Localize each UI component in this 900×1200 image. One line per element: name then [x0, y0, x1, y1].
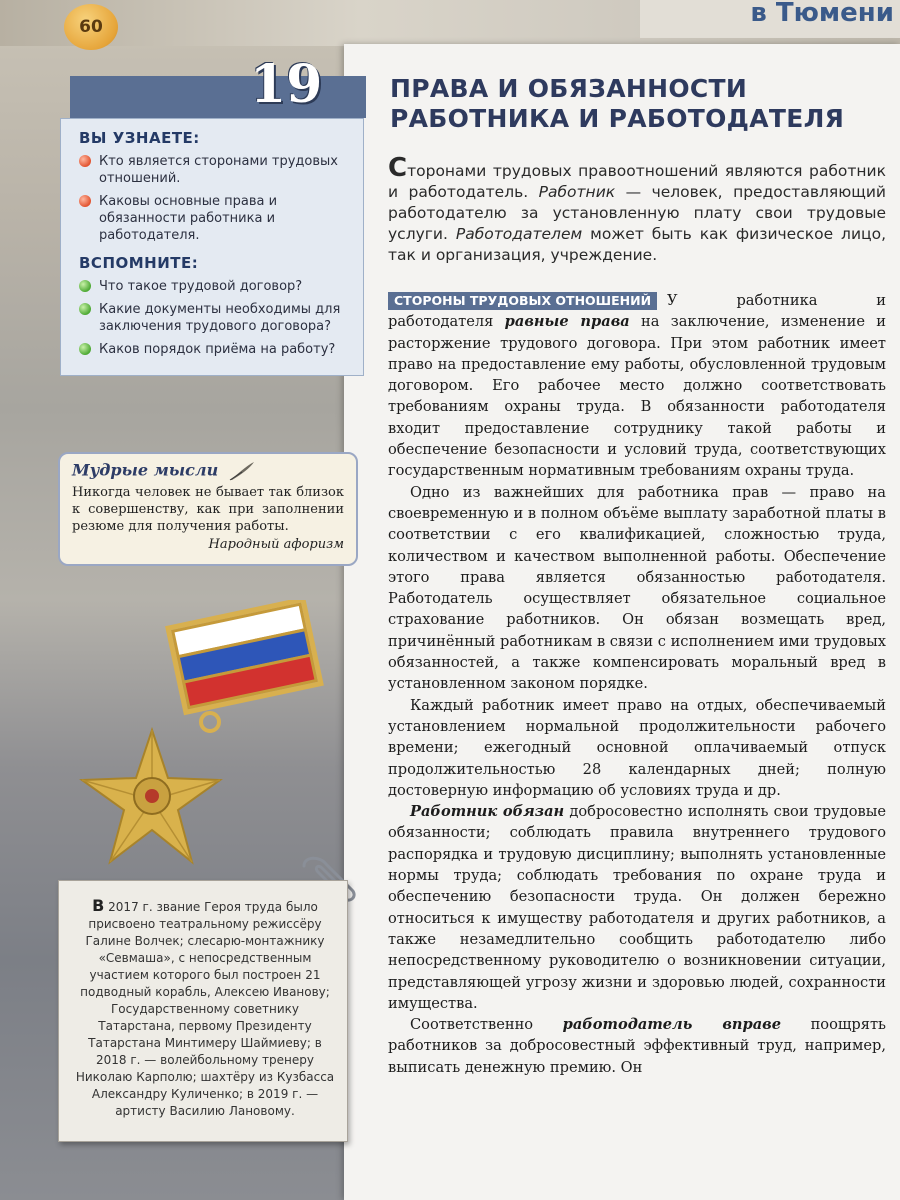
- key-term: равные права: [504, 313, 630, 331]
- paragraph: Каждый работник имеет право на отдых, обеспечиваемый установлением нормальной продолжительности рабочего времени; ежегодный основной оплачиваемый отпуск продолжительностью 28 календарных дней; полную достоверную информацию об условиях труда и др.: [388, 696, 886, 799]
- quill-icon: [228, 460, 256, 482]
- green-bullet-icon: [79, 343, 91, 355]
- note-text: [73, 897, 337, 1120]
- paragraph-text: Соответственно: [410, 1016, 563, 1034]
- learn-item: [73, 193, 351, 244]
- drop-cap: С: [388, 153, 408, 183]
- recall-heading: ВСПОМНИТЕ:: [79, 254, 199, 272]
- chapter-number: 19: [250, 54, 323, 115]
- lead-text-3: может быть как физическое лицо, так и организация, учреждение.: [388, 225, 886, 264]
- paragraph: [388, 1014, 886, 1078]
- wise-thoughts-title-text: Мудрые мысли: [72, 460, 219, 480]
- lead-term-2: Работодателем: [455, 225, 583, 243]
- lead-term-1: Работник: [538, 183, 616, 201]
- lead-text-2: — человек, предоставляющий работодателю за установленную плату свои трудовые услуги.: [388, 183, 886, 243]
- recall-item: [73, 301, 351, 335]
- learn-item-text: Каковы основные права и обязанности работника и работодателя.: [99, 194, 278, 243]
- section-label: СТОРОНЫ ТРУДОВЫХ ОТНОШЕНИЙ: [388, 292, 657, 310]
- newspaper-headline: в Тюмени: [750, 0, 894, 28]
- recall-item-text: Какие документы необходимы для заключения трудового договора?: [99, 302, 341, 334]
- hero-of-labour-note: [58, 880, 348, 1142]
- paragraph: [388, 801, 886, 1014]
- paragraph: [388, 290, 886, 482]
- wise-thoughts-source: Народный афоризм: [208, 537, 344, 552]
- learn-heading: ВЫ УЗНАЕТЕ:: [79, 129, 200, 147]
- red-bullet-icon: [79, 195, 91, 207]
- green-bullet-icon: [79, 280, 91, 292]
- recall-item: [73, 341, 351, 358]
- main-text: [388, 290, 886, 1078]
- key-term: Работник обязан: [410, 803, 565, 821]
- note-initial: В: [92, 896, 105, 915]
- paragraph-text: на заключение, изменение и расторжение трудового договора. При этом работник имеет право на предоставление ему работы, обусловленной трудовым договором. Его рабочее место должно соответствовать требованиям охраны труда. В обязанности работодателя входит предоставление сотруднику такой работы и обеспечение безопасности и условий труда, соответствующих государственным нормативным требованиям охраны труда.: [388, 313, 886, 480]
- info-box: [60, 118, 364, 376]
- recall-item-text: Каков порядок приёма на работу?: [99, 342, 336, 357]
- lead-text-1: торонами трудовых правоотношений являются работник и работодатель.: [388, 162, 886, 201]
- paragraph-text: добросовестно исполнять свои трудовые обязанности; соблюдать правила внутреннего трудового распорядка и трудовую дисциплину; выполнять установленные нормы труда; соблюдать требования по охране труда и обеспечению безопасности труда. Он должен бережно относиться к имуществу работодателя и других работников, а также незамедлительно сообщить работодателю либо непосредственному руководителю о возникновении ситуации, представляющей угрозу жизни и здоровью людей, сохранности имущества.: [388, 803, 886, 1012]
- hero-of-labour-medal-icon: [70, 600, 330, 880]
- recall-item-text: Что такое трудовой договор?: [99, 279, 303, 294]
- wise-thoughts-box: [58, 452, 358, 566]
- paragraph: Одно из важнейших для работника прав — право на своевременную и в полном объёме выплату заработной платы в соответствии с его квалификацией, сложностью труда, количеством и качеством выполненной работы. Обеспечение этого права является обязанностью работодателя. Работодатель осуществляет обязательное социальное страхование работников. Он обязан возмещать вред, причинённый работникам в связи с исполнением ими трудовых обязанностей, а также компенсировать моральный вред в установленном законом порядке.: [388, 483, 886, 693]
- chapter-title: ПРАВА И ОБЯЗАННОСТИ РАБОТНИКА И РАБОТОДАТЕЛЯ: [390, 74, 845, 133]
- lead-paragraph: [388, 153, 886, 266]
- paragraph-text: У работника и работодателя: [388, 292, 886, 331]
- wise-thoughts-text: Никогда человек не бывает так близок к совершенству, как при заполнении резюме для получения работы.: [72, 485, 344, 534]
- page-number: 60: [64, 4, 118, 50]
- key-term: работодатель вправе: [562, 1016, 782, 1034]
- red-bullet-icon: [79, 155, 91, 167]
- green-bullet-icon: [79, 303, 91, 315]
- paragraph-text: поощрять работников за добросовестный эффективный труд, например, выписать денежную премию. Он: [388, 1016, 887, 1076]
- recall-item: [73, 278, 351, 295]
- note-body: 2017 г. звание Героя труда было присвоено театральному режиссёру Галине Волчек; слесарю-монтажнику «Севмаша», с непосредственным участием которого был построен 21 подводный корабль, Алексею Иванову; Государственному советнику Татарстана, первому Президенту Татарстана Минтимеру Шаймиеву; в 2018 г. — волейбольному тренеру Николаю Карполю; шахтёру из Кузбасса Александру Куличенко; в 2019 г. — артисту Василию Лановому.: [75, 900, 335, 1118]
- learn-item: [73, 153, 351, 187]
- wise-thoughts-title: [72, 460, 344, 482]
- learn-item-text: Кто является сторонами трудовых отношений.: [99, 154, 338, 186]
- newspaper-photo: [640, 0, 900, 38]
